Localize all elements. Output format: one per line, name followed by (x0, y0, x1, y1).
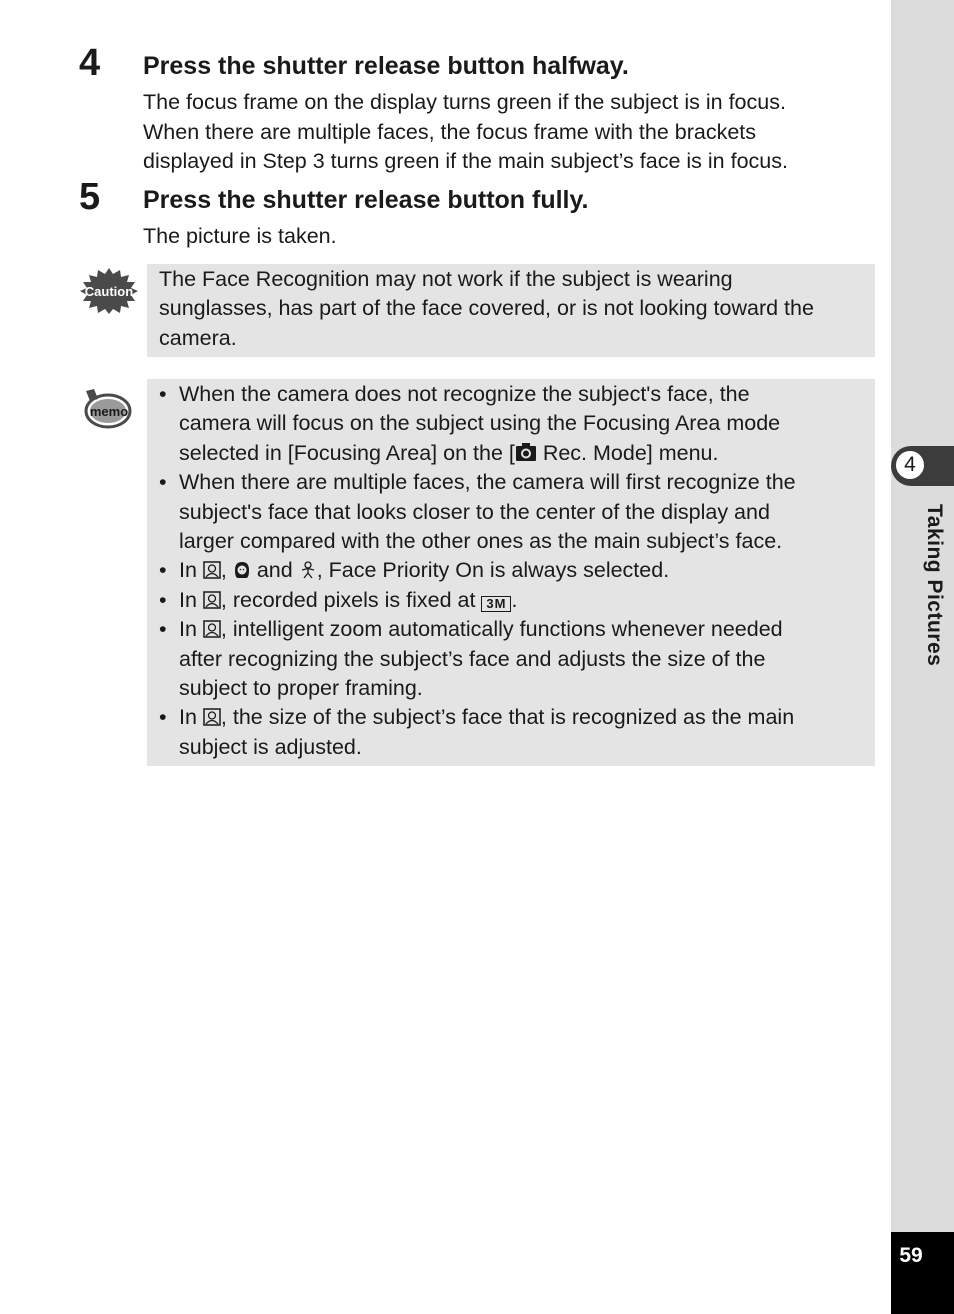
list-item (159, 468, 865, 556)
step-description (143, 88, 873, 177)
bullet: • (159, 705, 167, 730)
bullet: • (159, 587, 167, 612)
list-item (159, 615, 865, 703)
portrait-mode-icon (203, 591, 221, 609)
portrait-mode-icon (203, 561, 221, 579)
step-title: Press the shutter release button fully. (143, 186, 589, 214)
chapter-number: 4 (895, 450, 925, 480)
camera-icon (515, 442, 537, 462)
text-line: subject's face that looks closer to the center of the display and (179, 499, 770, 524)
text-line: The picture is taken. (143, 224, 337, 248)
list-item (159, 586, 865, 615)
step-title: Press the shutter release button halfway. (143, 52, 629, 80)
text-line: camera. (159, 325, 237, 350)
memo-icon-text: memo (89, 404, 129, 419)
recorded-pixels-icon: 3M (481, 596, 511, 612)
text-line: In , intelligent zoom automatically functions whenever needed (179, 617, 783, 642)
memo-list (159, 380, 865, 762)
text-line: sunglasses, has part of the face covered, or is not looking toward the (159, 296, 814, 321)
text-line: When the camera does not recognize the subject's face, the (179, 382, 750, 406)
step-number: 5 (79, 176, 101, 218)
portrait-mode-icon (203, 620, 221, 638)
list-item (159, 703, 865, 762)
natural-skin-tone-icon (233, 561, 251, 579)
text-line: The Face Recognition may not work if the subject is wearing (159, 267, 733, 291)
text-line: When there are multiple faces, the camera will first recognize the (179, 470, 796, 495)
text-line: displayed in Step 3 turns green if the main subject’s face is in focus. (143, 149, 788, 174)
text-line: selected in [Focusing Area] on the [ Rec. Mode] menu. (179, 440, 719, 465)
text-line: In , the size of the subject’s face that is recognized as the main (179, 705, 795, 730)
step-description (143, 222, 873, 252)
step-number: 4 (79, 42, 101, 84)
memo-icon (80, 385, 132, 431)
kids-mode-icon (299, 561, 317, 579)
list-item (159, 556, 865, 585)
page-number: 59 (899, 1244, 923, 1267)
bullet: • (159, 558, 167, 583)
portrait-mode-icon (203, 708, 221, 726)
text-line: The focus frame on the display turns green if the subject is in focus. (143, 90, 786, 114)
caution-icon-text: Caution (84, 284, 134, 299)
chapter-title: Taking Pictures (923, 504, 946, 667)
bullet: • (159, 617, 167, 642)
caution-icon (80, 268, 138, 314)
text-line: subject is adjusted. (179, 734, 362, 759)
text-line: camera will focus on the subject using the Focusing Area mode (179, 411, 781, 436)
text-line: larger compared with the other ones as the main subject’s face. (179, 529, 783, 554)
memo-note (147, 379, 875, 766)
text-line: after recognizing the subject’s face and adjusts the size of the (179, 646, 766, 671)
text-line: In , and , Face Priority On is always selected. (179, 558, 670, 583)
bullet: • (159, 470, 167, 495)
caution-note (147, 264, 875, 357)
text-line: In , recorded pixels is fixed at 3M . (179, 587, 518, 612)
list-item (159, 380, 865, 468)
text-line: subject to proper framing. (179, 676, 423, 701)
bullet: • (159, 382, 167, 406)
text-line: When there are multiple faces, the focus frame with the brackets (143, 119, 757, 144)
